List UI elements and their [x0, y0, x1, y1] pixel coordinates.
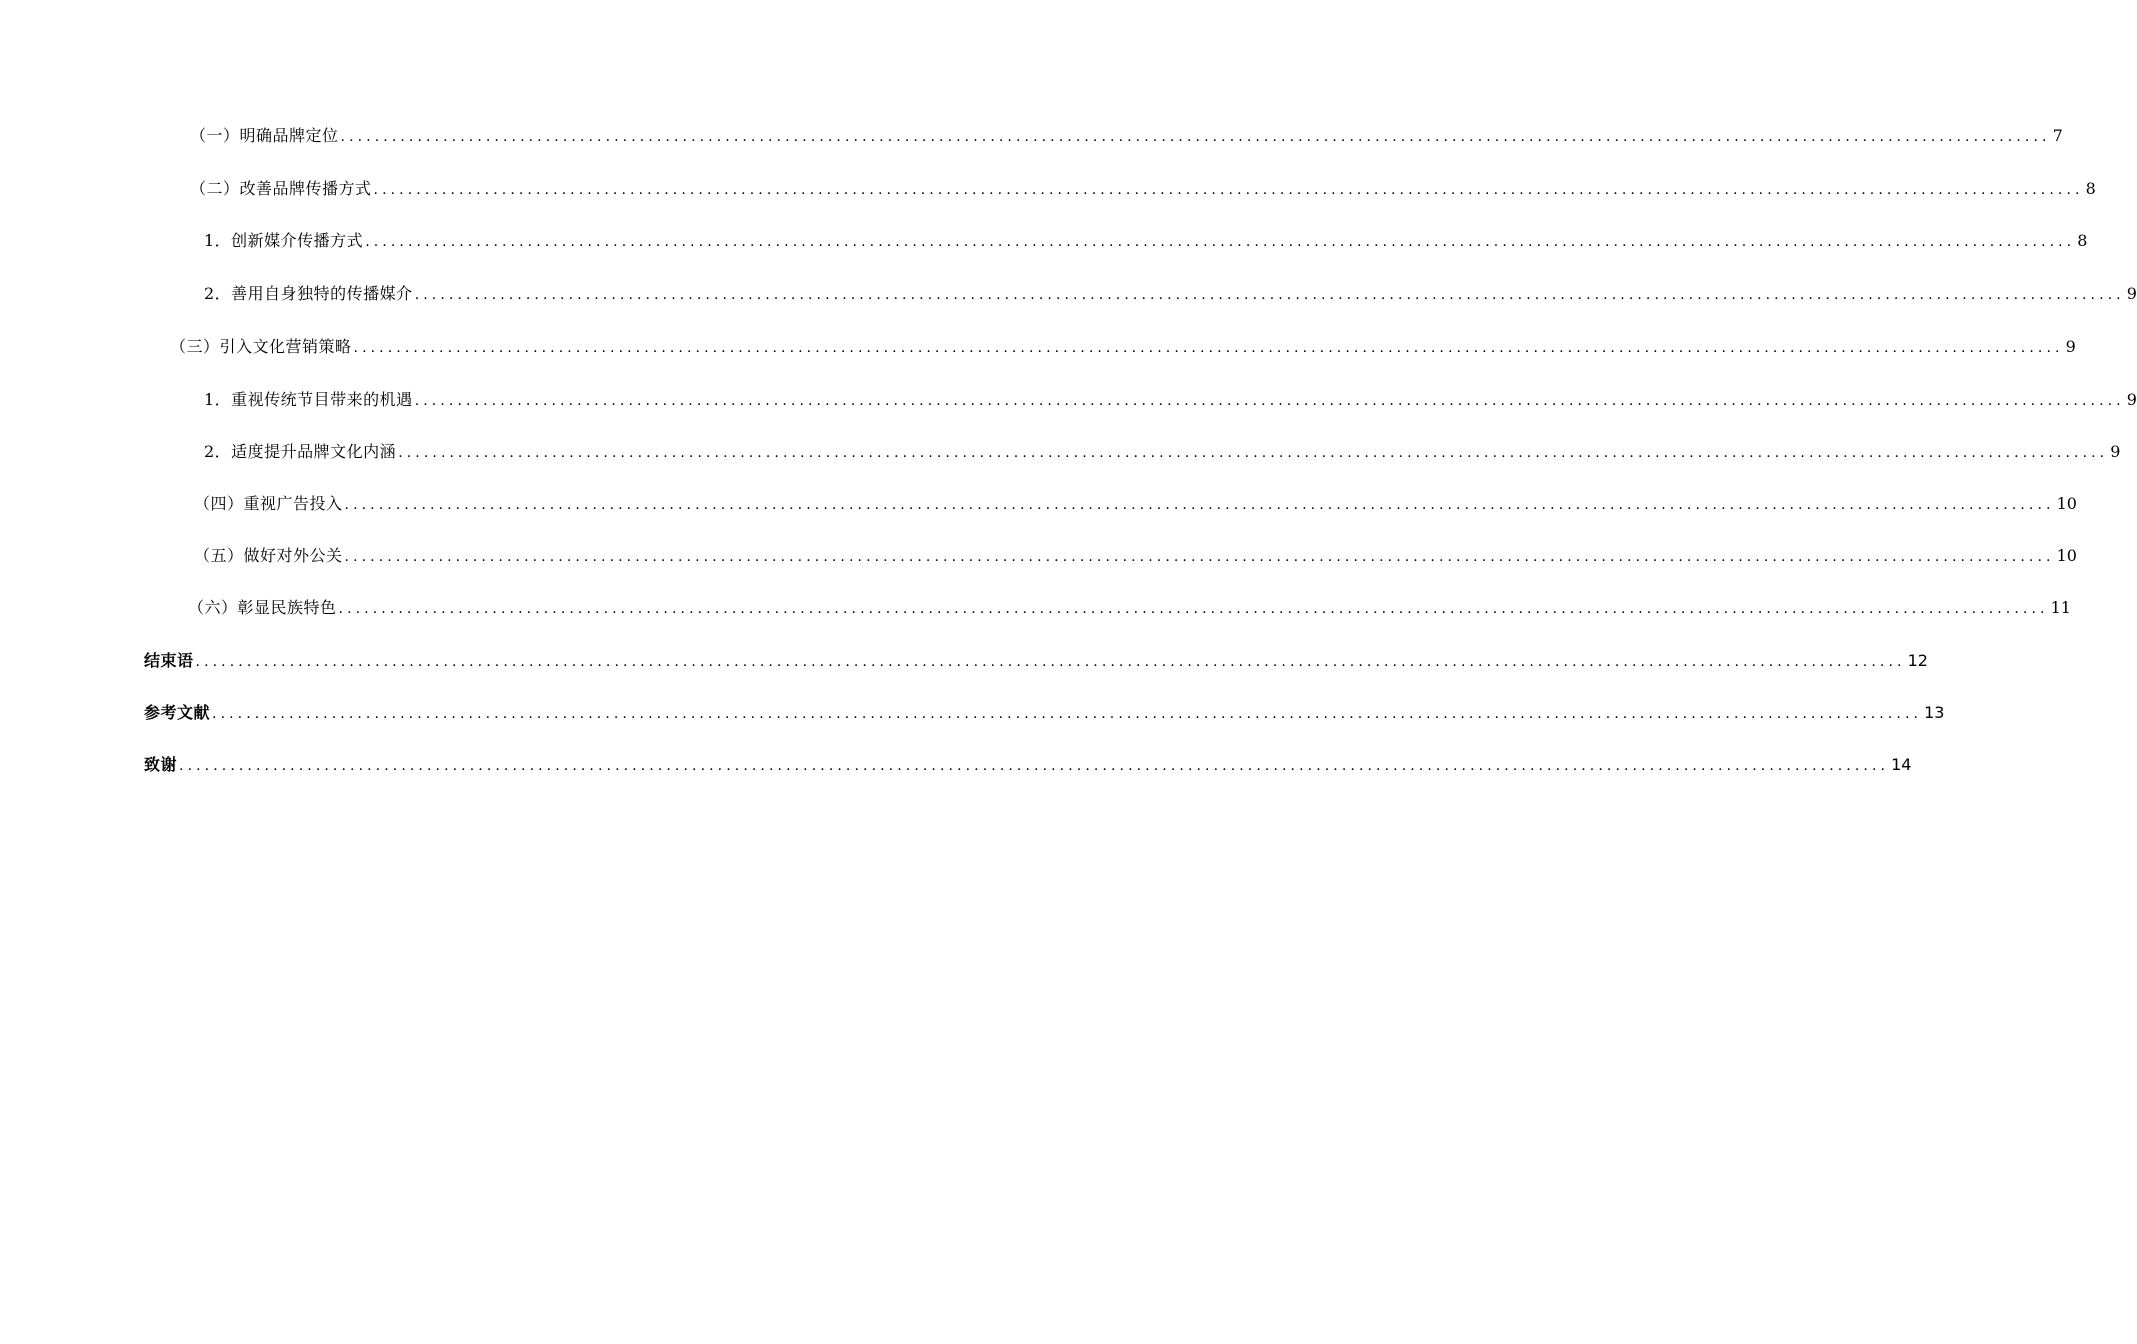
toc-leader-dots: ........................................................................................................................................................................................................	[414, 287, 2125, 303]
toc-entry-page: 13	[1924, 703, 1945, 722]
toc-entry[interactable]	[0, 116, 2063, 146]
toc-entry[interactable]	[0, 327, 2076, 357]
toc-entry[interactable]	[0, 169, 2096, 199]
toc-leader-dots: ........................................................................................................................................................................................................	[373, 182, 2084, 198]
toc-entry-page: 9	[2126, 284, 2137, 303]
toc-entry[interactable]	[0, 588, 2071, 618]
toc-entry-page: 9	[2126, 390, 2137, 409]
toc-entry[interactable]	[0, 641, 1928, 671]
toc-entry-title: 参考文献	[144, 703, 211, 722]
toc-entry-title: 致谢	[144, 755, 178, 774]
toc-entry[interactable]	[0, 221, 2088, 251]
toc-leader-dots: ........................................................................................................................................................................................................	[344, 549, 2055, 565]
toc-entry-title: （三）引入文化营销策略	[170, 337, 352, 356]
toc-leader-dots: ........................................................................................................................................................................................................	[353, 340, 2064, 356]
toc-leader-dots: ........................................................................................................................................................................................................	[414, 393, 2125, 409]
toc-entry-page: 8	[2085, 179, 2096, 198]
toc-leader-dots: ........................................................................................................................................................................................................	[398, 445, 2109, 461]
toc-leader-dots: ........................................................................................................................................................................................................	[338, 601, 2049, 617]
toc-entry[interactable]	[0, 536, 2077, 566]
toc-entry-page: 7	[2052, 126, 2063, 145]
toc-entry-page: 9	[2110, 442, 2121, 461]
toc-entry[interactable]	[0, 274, 2137, 304]
toc-leader-dots: ........................................................................................................................................................................................................	[344, 497, 2055, 513]
toc-entry-title: （六）彰显民族特色	[188, 598, 337, 617]
toc-entry-page: 10	[2056, 494, 2077, 513]
toc-entry-title: 2．善用自身独特的传播媒介	[204, 284, 413, 303]
toc-entry[interactable]	[0, 745, 1912, 775]
toc-entry-title: （一）明确品牌定位	[190, 126, 339, 145]
toc-entry-page: 10	[2056, 546, 2077, 565]
toc-entry-title: 1．创新媒介传播方式	[204, 231, 364, 250]
toc-leader-dots: ........................................................................................................................................................................................................	[195, 654, 1906, 670]
toc-entry[interactable]	[0, 380, 2137, 410]
toc-entry-page: 9	[2065, 337, 2076, 356]
toc-entry-page: 12	[1907, 651, 1928, 670]
toc-entry-title: 结束语	[144, 651, 194, 670]
toc-entry-title: 2．适度提升品牌文化内涵	[204, 442, 397, 461]
toc-leader-dots: ........................................................................................................................................................................................................	[340, 129, 2051, 145]
toc-entry-title: 1．重视传统节目带来的机遇	[204, 390, 413, 409]
toc-entry[interactable]	[0, 432, 2121, 462]
toc-entry-page: 8	[2077, 231, 2088, 250]
toc-entry-title: （四）重视广告投入	[194, 494, 343, 513]
toc-entry-title: （五）做好对外公关	[194, 546, 343, 565]
toc-entry-page: 14	[1891, 755, 1912, 774]
toc-entry[interactable]	[0, 484, 2077, 514]
toc-leader-dots: ........................................................................................................................................................................................................	[179, 758, 1890, 774]
toc-entry-page: 11	[2050, 598, 2071, 617]
toc-entry-title: （二）改善品牌传播方式	[190, 179, 372, 198]
toc-entry[interactable]	[0, 693, 1945, 723]
toc-leader-dots: ........................................................................................................................................................................................................	[212, 706, 1923, 722]
toc-leader-dots: ........................................................................................................................................................................................................	[365, 234, 2076, 250]
